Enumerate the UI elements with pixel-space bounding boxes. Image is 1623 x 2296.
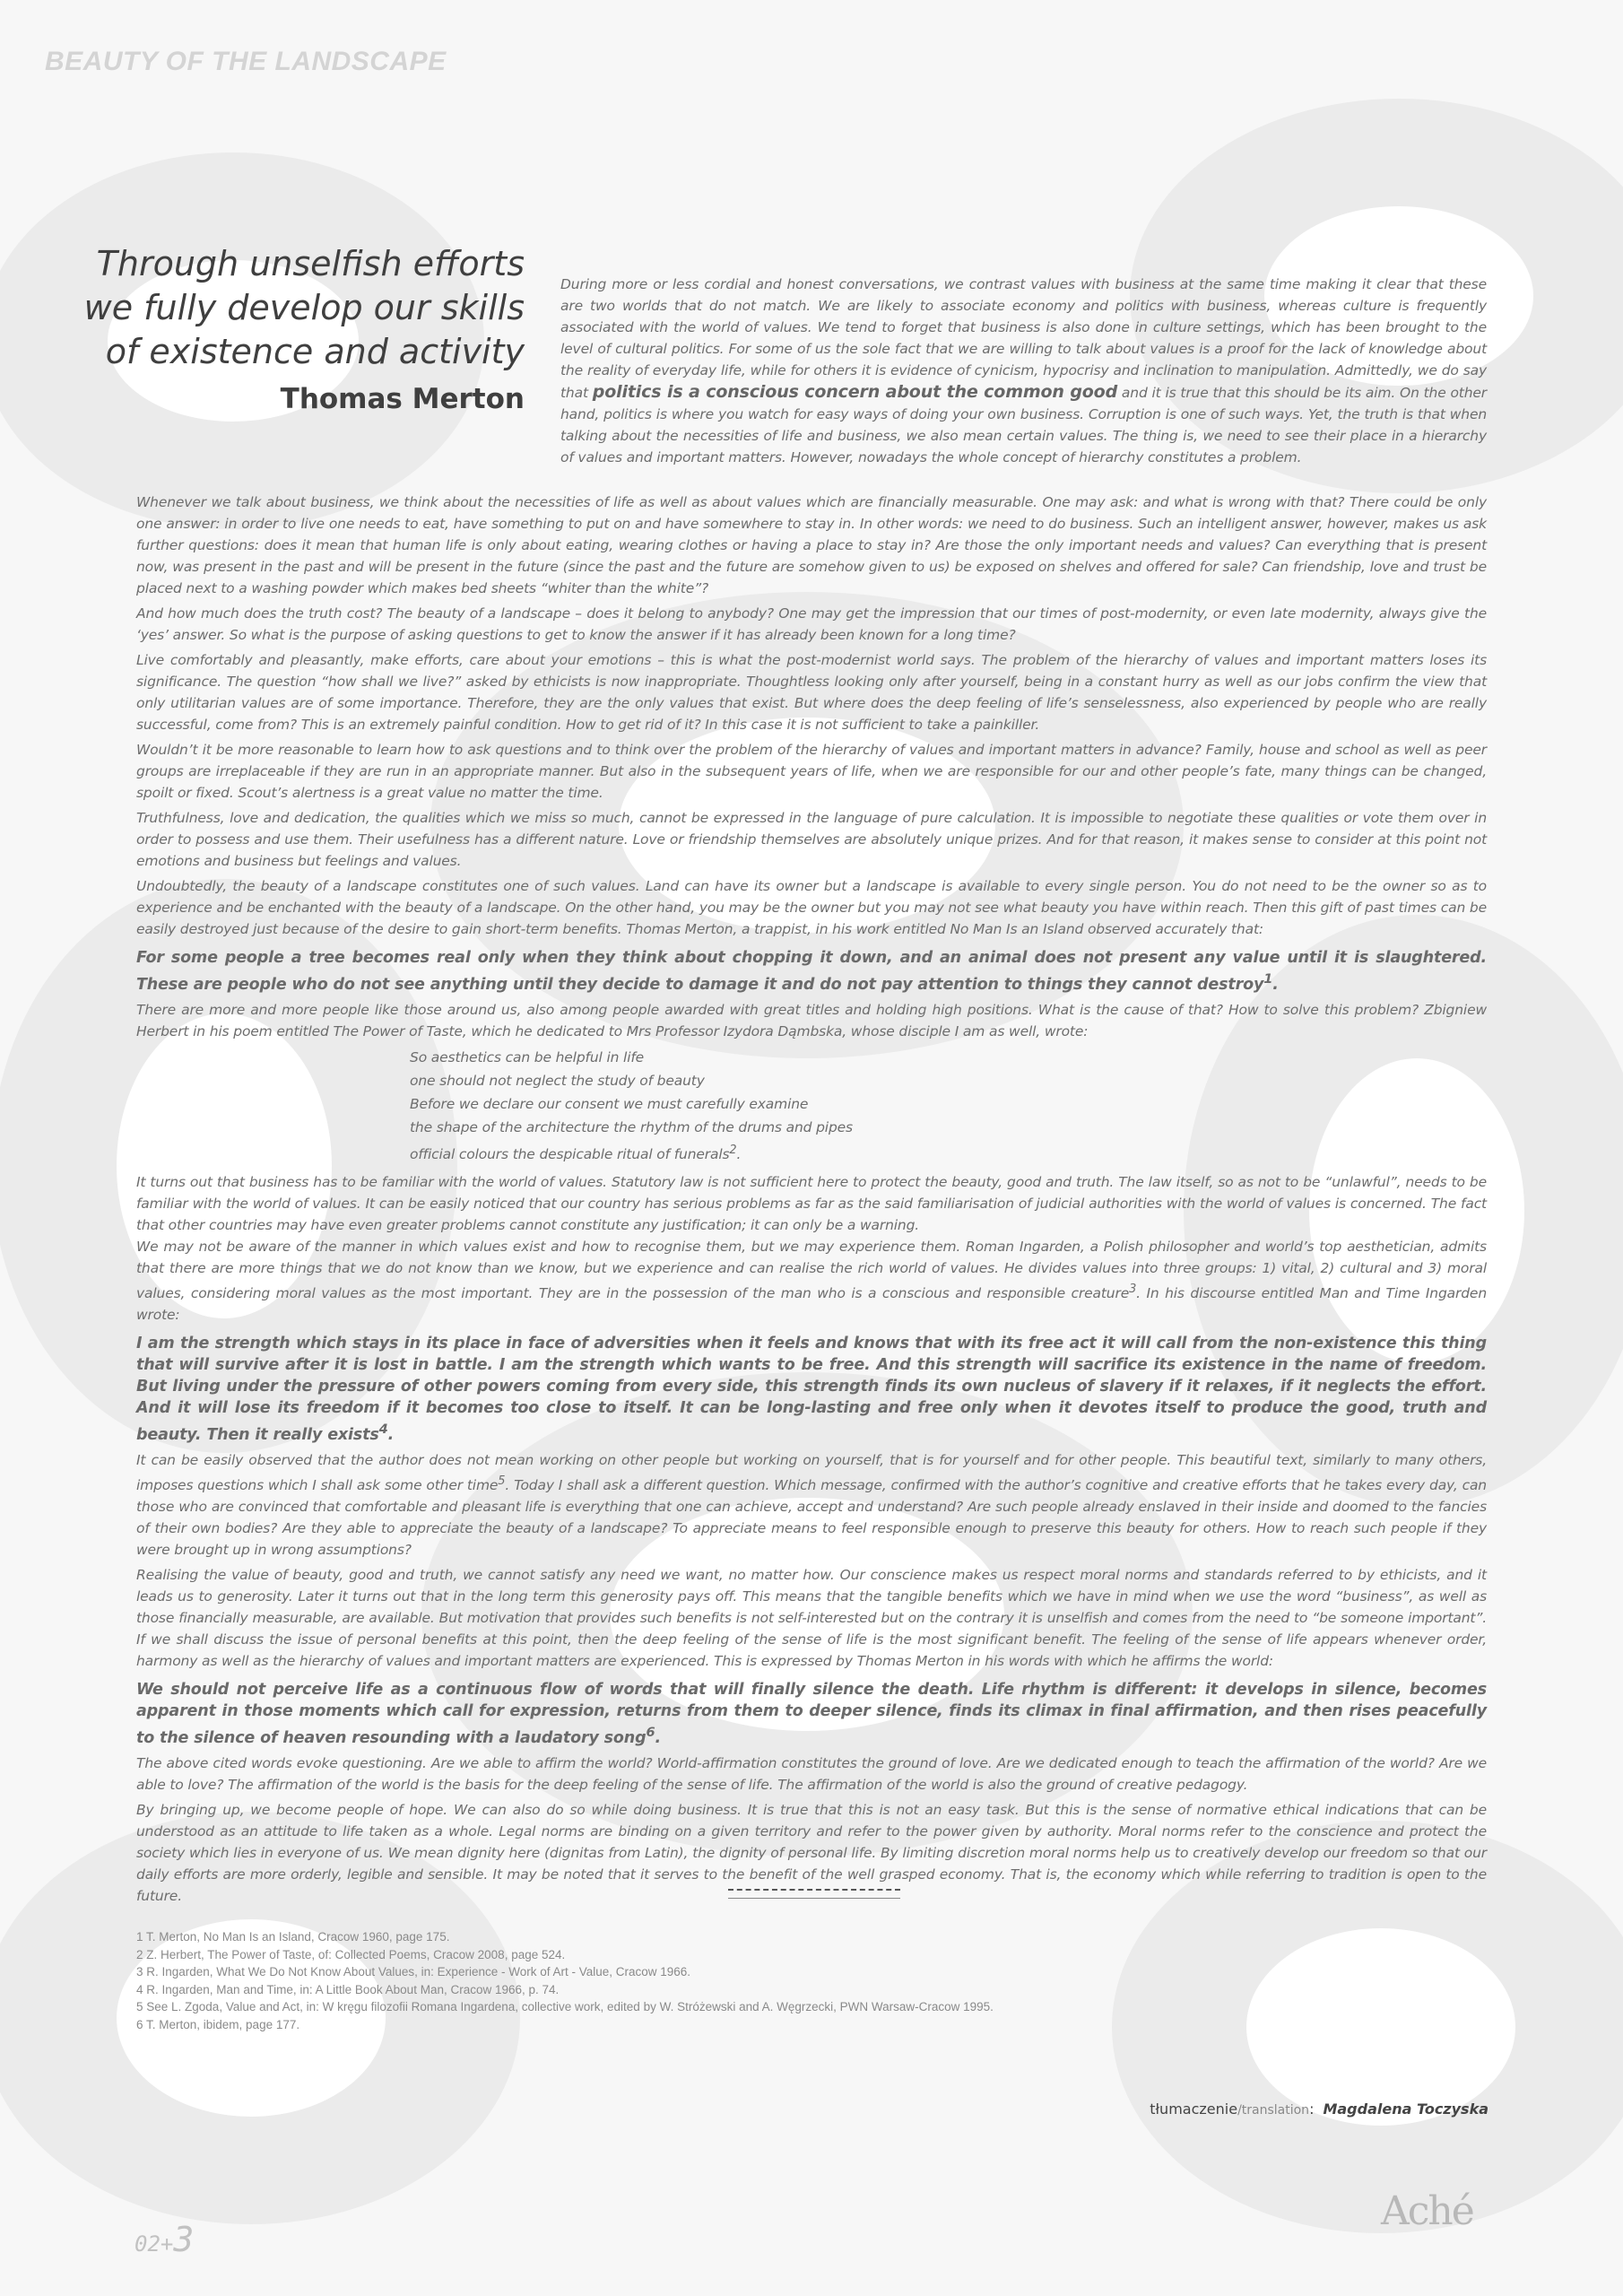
paragraph: It turns out that business has to be familiar with the world of values. Statutory law is not sufficient here to protect the beauty, good and truth. The law itself, so as not to be “unlawful”, needs to be familiar with the world of values. It can be easily noticed that our country has serious problems as far as the said familiarisation of judicial authorities with the world of values is concerned. The fact that other countries may have even greater problems cannot constitute any justification; it can only be a warning. (136, 1173, 1487, 1233)
intro-highlight: politics is a conscious concern about the common good (592, 382, 1118, 402)
poem-line: Before we declare our consent we must carefully examine (410, 1095, 809, 1112)
translation-colon: : (1309, 2100, 1315, 2118)
poem-line: the shape of the architecture the rhythm of the drums and pipes (410, 1118, 853, 1135)
translation-credit (1150, 2100, 1488, 2118)
intro-paragraph (560, 274, 1487, 468)
paragraph: Live comfortably and pleasantly, make efforts, care about your emotions – this is what the post-modernist world says. The problem of the hierarchy of values and important matters loses its significance. The question “how shall we live?” asked by ethicists is now inappropriate. Thoughtless looking only after yourself, being in a constant hurry as well as our jobs confirm the view that only utilitarian values are of some importance. Therefore, they are the only values that exist. But where does the deep feeling of life’s senselessness, also experienced by people who are really successful, come from? This is an extremely painful condition. How to get rid of it? In this case it is not sufficient to take a painkiller. (136, 652, 1487, 733)
footnote: 1 T. Merton, No Man Is an Island, Cracow 1960, page 175. (136, 1930, 450, 1944)
motto-line: of existence and activity (105, 332, 525, 371)
footnote-ref: 3 (1129, 1282, 1137, 1296)
issue-number: 02+ (135, 2231, 174, 2257)
paragraph-text: We may not be aware of the manner in which values exist and how to recognise them, but we may experience them. Roman Ingarden, a Polish philosopher and world’s top aesthetician, admits that there are more things that we do not know than we know, but we experience and can realise the rich world of values. He divides values into three groups: 1) vital, 2) cultural and 3) moral values, considering moral values as the most important. They are in the possession of the man who is a conscious and responsible creature (136, 1238, 1487, 1302)
translation-label-english: /translation (1237, 2103, 1310, 2118)
paragraph: Truthfulness, love and dedication, the qualities which we miss so much, cannot be expressed in the language of pure calculation. It is impossible to negotiate these qualities or vote them over in order to possess and use them. Their usefulness has a different nature. Love or friendship themselves are absolutely unique prizes. And for that reason, it makes sense to consider at this point not emotions and business but feelings and values. (136, 810, 1487, 869)
motto-quote (63, 242, 525, 374)
translation-label: tłumaczenie (1150, 2100, 1238, 2118)
footnote: 5 See L. Zgoda, Value and Act, in: W kręgu filozofii Romana Ingardena, collective work, edited by W. Stróżewski and A. Węgrzecki, PWN Warsaw-Cracow 1995. (136, 2000, 994, 2013)
quote-text: I am the strength which stays in its place in face of adversities when it feels and knows that with its free act it will call from the non-existence this thing that will survive after it is lost in battle. I am the strength which wants to be free. And this strength will sacrifice its existence in the name of freedom. But living under the pressure of other powers coming from every side, this strength finds its own nucleus of slavery if it relaxes, if it neglects the effort. And it will lose its freedom if it becomes too close to itself. It can be long-lasting and free only when it devotes itself to produce the good, truth and beauty. Then it really exists (136, 1335, 1487, 1444)
footnote: 2 Z. Herbert, The Power of Taste, of: Collected Poems, Cracow 2008, page 524. (136, 1947, 566, 1961)
paragraph-text: . Today I shall ask a different question. Which message, confirmed with the author’s cognitive and creative efforts that he takes every day, can those who are convinced that comfortable and pleasant life is everything that one can achieve, accept and understand? Are such people already enslaved in their inside and doomed to the fancies of their own bodies? Are they able to appreciate the beauty of a landscape? To appreciate means to feel responsible enough to preserve this beauty for others. How to reach such people if they were brought up in wrong assumptions? (136, 1477, 1487, 1559)
paragraph (136, 1449, 1487, 1561)
paragraph: The above cited words evoke questioning. Are we able to affirm the world? World-affirmation constitutes the ground of love. Are we dedicated enough to teach the affirmation of the world? Are we able to love? The affirmation of the world is the basis for the deep feeling of the sense of life. The affirmation of the world is also the ground of creative pedagogy. (136, 1754, 1487, 1793)
footnote-ref: 6 (646, 1725, 655, 1741)
article-body (136, 491, 1487, 1910)
section-divider (728, 1889, 900, 1899)
publisher-logo (1381, 2188, 1488, 2251)
paragraph: Realising the value of beauty, good and truth, we cannot satisfy any need we want, no matter how. Our conscience makes us respect moral norms and standards referred to by ethicists, and it leads us to generosity. Later it turns out that in the long term this generosity pays off. This means that the tangible benefits which we have in mind when we use the word “business”, as well as those financially measurable, are available. But motivation that provides such benefits is not self-interested but on the contrary it is unselfish and comes from the need to “be someone important”. If we shall discuss the issue of personal benefits at this point, then the deep feeling of the sense of life is the most significant benefit. The feeling of the sense of life appears whenever order, harmony as well as the hierarchy of values and important matters are experienced. This is expressed by Thomas Merton in his words with which he affirms the world: (136, 1567, 1487, 1670)
paragraph: Wouldn’t it be more reasonable to learn how to ask questions and to think over the problem of the hierarchy of values and important matters in advance? Family, house and school as well as peer groups are irreplaceable if they are run in an appropriate manner. But also in the subsequent years of life, when we are responsible for our and other people’s fate, many things can be changed, spoilt or fixed. Scout’s alertness is a great value no matter the time. (136, 742, 1487, 801)
paragraph: There are more and more people like those around us, also among people awarded with great titles and holding high positions. What is the cause of that? How to solve this problem? Zbigniew Herbert in his poem entitled The Power of Taste, which he dedicated to Mrs Professor Izydora Dąmbska, whose disciple I am as well, wrote: (136, 1001, 1487, 1039)
motto-line: Through unselfish efforts (96, 244, 525, 283)
footnote-ref: 4 (378, 1422, 388, 1438)
translator-name: Magdalena Toczyska (1323, 2100, 1488, 2118)
intro-text: During more or less cordial and honest conversations, we contrast values with business at the same time making it clear that these are two worlds that do not match. We are likely to associate economy and politics with business, whereas culture is frequently associated with the world of values. We tend to forget that business is also done in culture settings, which has been brought to the level of cultural politics. For some of us the sole fact that we are willing to talk about values is a proof for the lack of knowledge about the reality of everyday life, while for others it is evidence of cynicism, hypocrisy and inclination to manipulation. Admittedly, we do say that (560, 276, 1487, 401)
page-num: 3 (173, 2220, 195, 2259)
motto-author: Thomas Merton (280, 383, 525, 415)
footnote-ref: 2 (729, 1143, 737, 1157)
poem-line: So aesthetics can be helpful in life (410, 1048, 645, 1065)
section-title: BEAUTY OF THE LANDSCAPE (45, 47, 447, 76)
footnote: 4 R. Ingarden, Man and Time, in: A Little Book About Man, Cracow 1966, p. 74. (136, 1982, 560, 1996)
poem (410, 1046, 1487, 1166)
paragraph (136, 1236, 1487, 1326)
block-quote: I am the strength which stays in its place in face of adversities when it feels and knows that with its free act it will call from the non-existence this thing that will survive after it is lost in battle. I am the strength which wants to be free. And this strength will sacrifice its existence in the name of freedom. But living under the pressure of other powers coming from every side, this strength finds its own nucleus of slavery if it relaxes, if it neglects the effort. And it will lose its freedom if it becomes too close to itself. It can be long-lasting and free only when it devotes itself to produce the good, truth and beauty. Then it really exists$^4$. (136, 1335, 1487, 1444)
poem-line: official colours the despicable ritual of funerals (410, 1145, 730, 1162)
block-quote: For some people a tree becomes real only when they think about chopping it down, and an animal does not present any value until it is slaughtered. These are people who do not see anything until they decide to damage it and do not pay attention to things they cannot destroy$^1$. (136, 949, 1487, 994)
logo-wordmark: Aché (1381, 2188, 1473, 2234)
quote-text: For some people a tree becomes real only when they think about chopping it down, and an animal does not present any value until it is slaughtered. These are people who do not see anything until they decide to damage it and do not pay attention to things they cannot destroy (136, 949, 1487, 994)
paragraph-text: It can be easily observed that the author does not mean working on other people but working on yourself, that is for yourself and for other people. This beautiful text, similarly to many others, imposes questions which I shall ask some other time (136, 1451, 1487, 1494)
block-quote: We should not perceive life as a continuous flow of words that will finally silence the death. Life rhythm is different: it develops in silence, becomes apparent in those moments which call for expression, returns from them to deeper silence, finds its climax in final affirmation, and then rises peacefully to the silence of heaven resounding with a laudatory song$^6$. (136, 1681, 1487, 1747)
footnotes (136, 1928, 1212, 2033)
paragraph: Undoubtedly, the beauty of a landscape constitutes one of such values. Land can have its owner but a landscape is available to every single person. You do not need to be the owner so as to experience and be enchanted with the beauty of a landscape. On the other hand, you may be the owner but you may not see what beauty you have within reach. Then this gift of past times can be easily destroyed just because of the desire to gain short-term benefits. Thomas Merton, a trappist, in his work entitled No Man Is an Island observed accurately that: (136, 878, 1487, 937)
footnote: 3 R. Ingarden, What We Do Not Know About Values, in: Experience - Work of Art - Value, Cracow 1966. (136, 1965, 691, 1979)
paragraph-text: . In his discourse entitled Man and Time Ingarden wrote: (136, 1285, 1487, 1324)
paragraph: Whenever we talk about business, we think about the necessities of life as well as about values which are financially measurable. One may ask: and what is wrong with that? There could be only one answer: in order to live one needs to eat, have something to put on and have somewhere to stay in. In other words: we need to do business. Such an intelligent answer, however, makes us ask further questions: does it mean that human life is only about eating, wearing clothes or having a place to stay in? Are those the only important needs and values? Can everything that is present now, was present in the past and will be present in the future (since the past and the future are somehow given to us) be exposed on shelves and offered for sale? Can friendship, love and trust be placed next to a washing powder which makes bed sheets “whiter than the white”? (136, 494, 1487, 596)
footnote: 6 T. Merton, ibidem, page 177. (136, 2017, 300, 2031)
intro-text: and it is true that this should be its aim. On the other hand, politics is where you watch for easy ways of doing your own business. Corruption is one of such ways. Yet, the truth is that when talking about the necessities of life and business, we also mean certain values. The thing is, we need to see their place in a hierarchy of values and important matters. However, nowadays the whole concept of hierarchy constitutes a problem. (560, 385, 1488, 465)
motto (63, 242, 525, 415)
poem-line: one should not neglect the study of beauty (410, 1072, 705, 1089)
paragraph: By bringing up, we become people of hope. We can also do so while doing business. It is true that this is not an easy task. But this is the sense of normative ethical indications that can be understood as an attitude to life taken as a whole. Legal norms are binding on a given territory and refer to the power given by authority. Moral norms refer to the conscience and protect the society which lies in everyone of us. We mean dignity here (dignitas from Latin), the dignity of personal life. By limiting discretion moral norms help us to creatively develop our freedom so that our daily efforts are more orderly, legible and sensible. It may be noted that it serves to the benefit of the well grasped economy. That is, the economy which while referring to tradition is open to the future. (136, 1801, 1487, 1904)
footnote-ref: 5 (498, 1474, 506, 1488)
poem-line-last: official colours the despicable ritual of funerals$^2$. (410, 1143, 742, 1162)
motto-line: we fully develop our skills (83, 288, 525, 327)
quote-text: We should not perceive life as a continuous flow of words that will finally silence the death. Life rhythm is different: it develops in silence, becomes apparent in those moments which call for expression, returns from them to deeper silence, finds its climax in final affirmation, and then rises peacefully to the silence of heaven resounding with a laudatory song (136, 1681, 1487, 1747)
footnote-ref: 1 (1263, 971, 1273, 987)
page-number (135, 2220, 194, 2259)
paragraph: And how much does the truth cost? The beauty of a landscape – does it belong to anybody? One may get the impression that our times of post-modernity, or even late modernity, always give the ‘yes’ answer. So what is the purpose of asking questions to get to know the answer if it has already been known for a long time? (136, 605, 1487, 643)
